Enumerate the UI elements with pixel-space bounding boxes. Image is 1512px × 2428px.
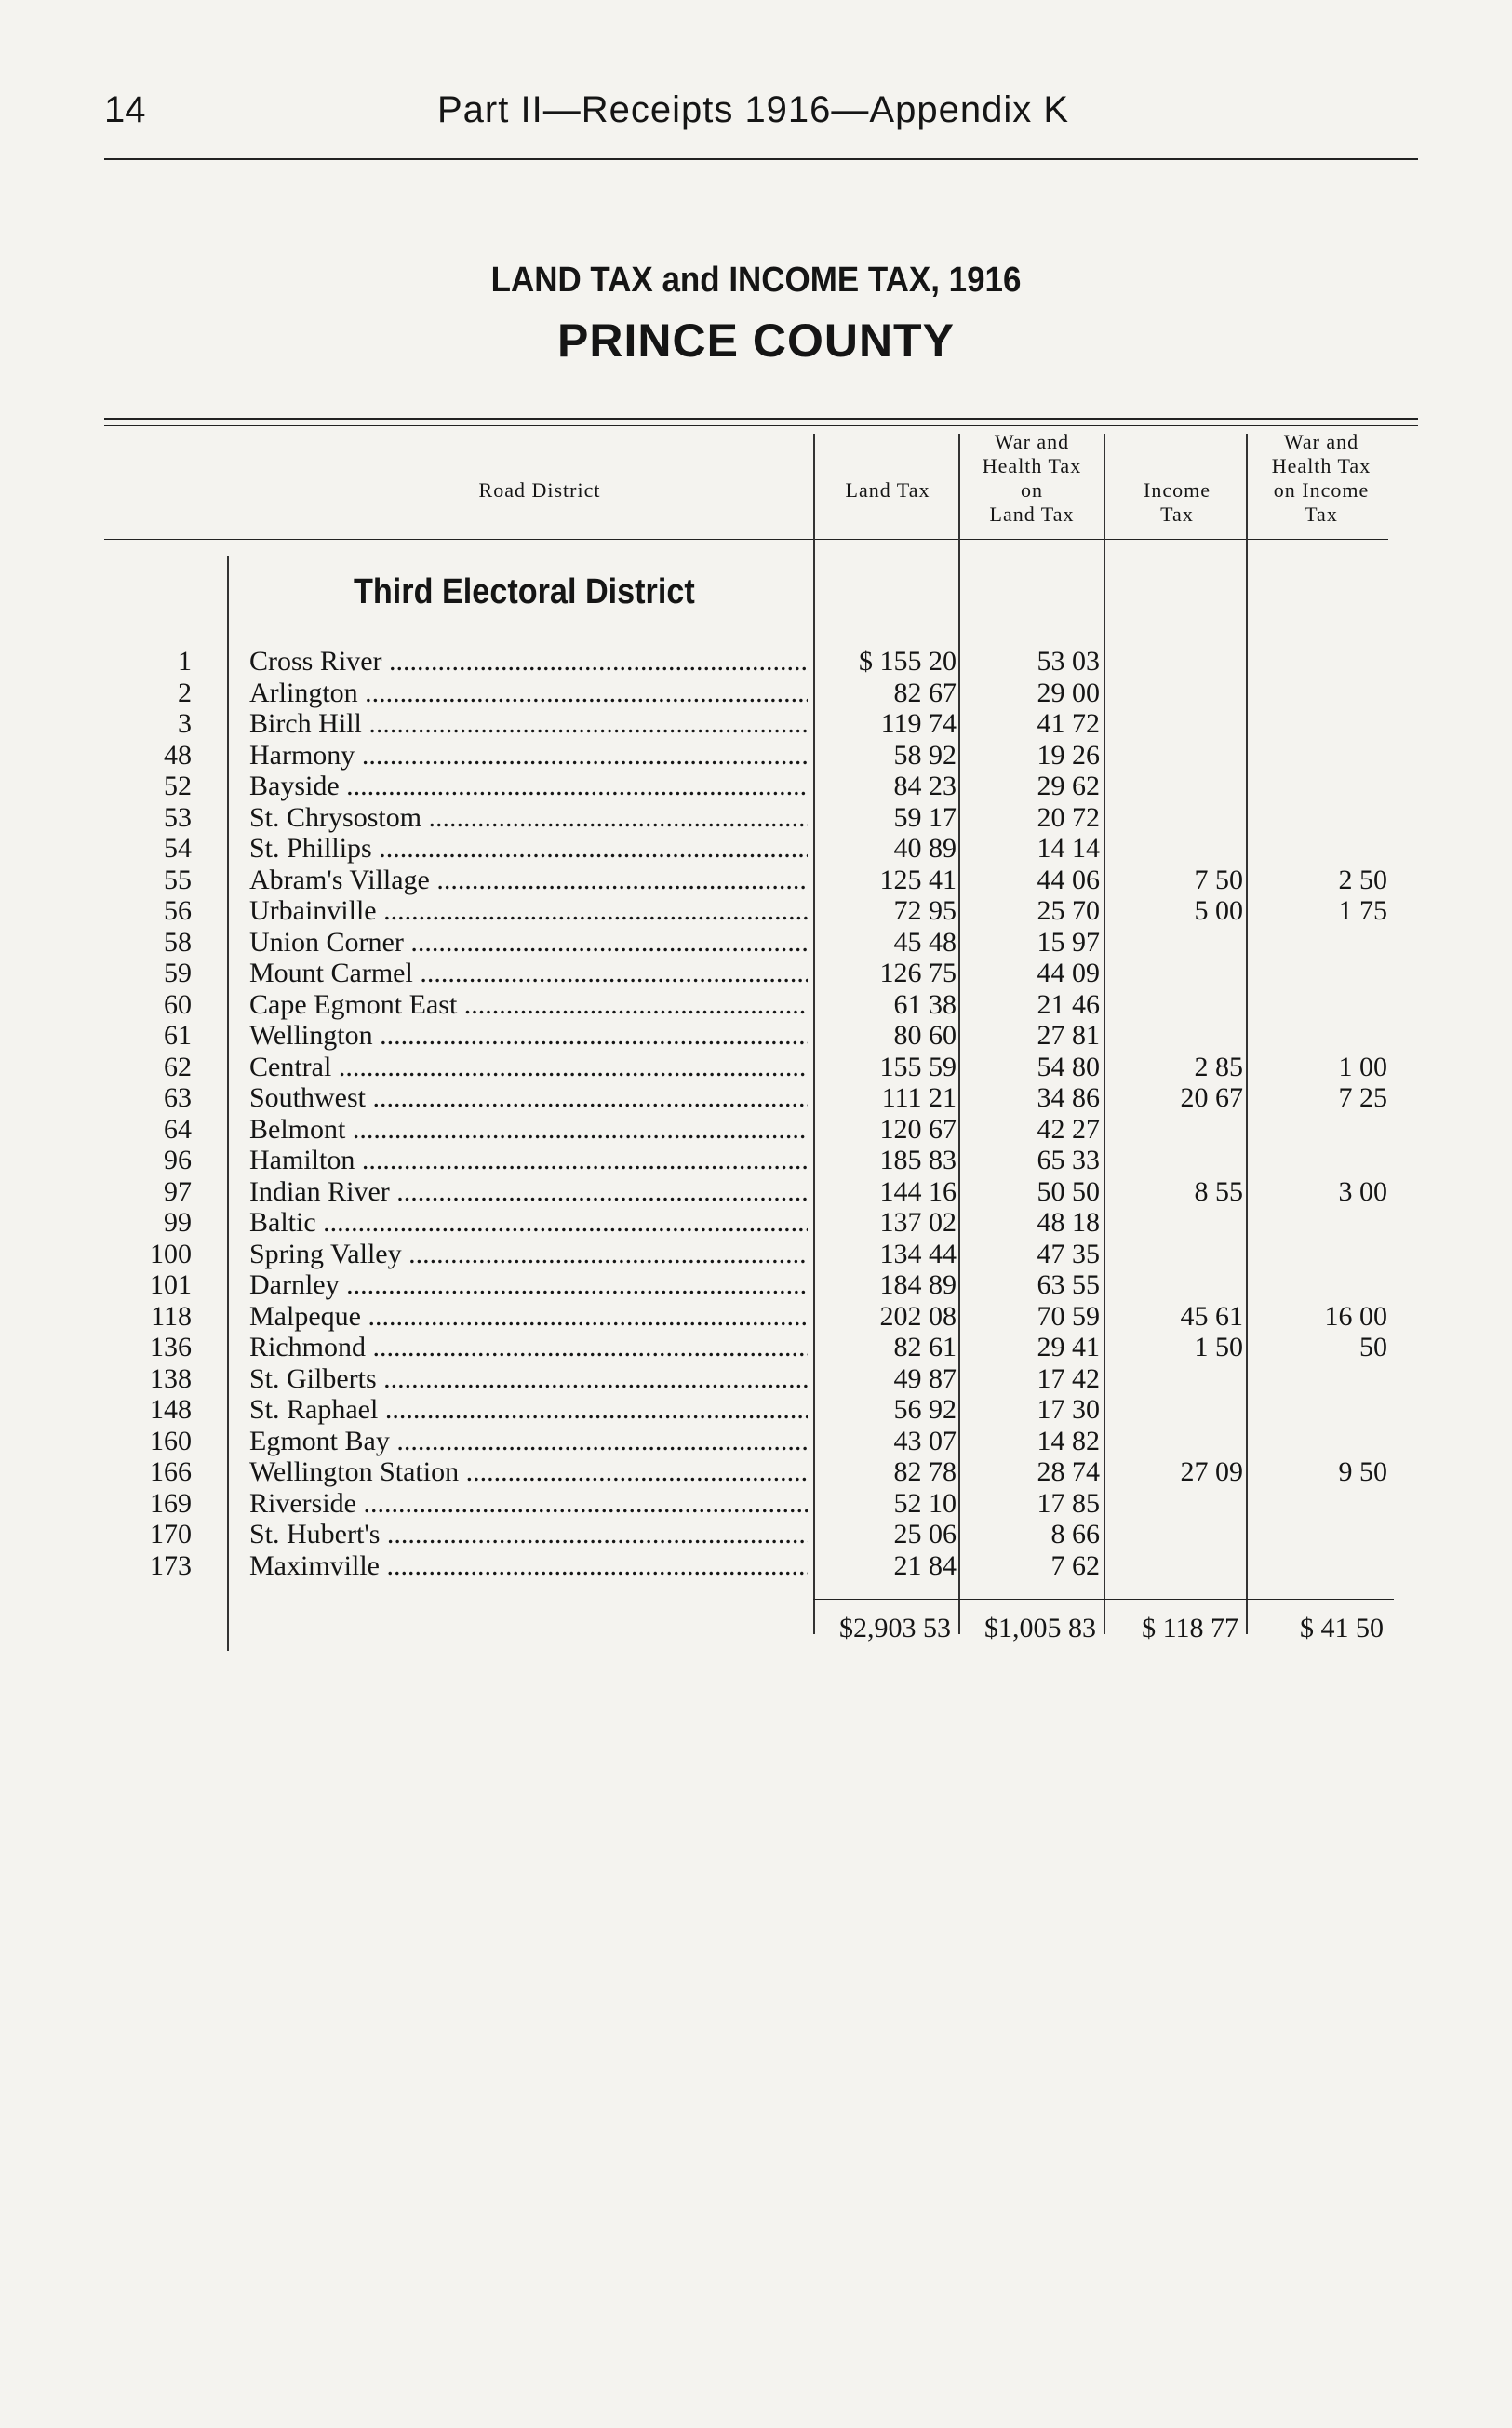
running-title: Part II—Receipts 1916—Appendix K xyxy=(437,89,1070,130)
row-number: 173 xyxy=(150,1549,192,1581)
column-divider xyxy=(1104,434,1105,1634)
row-number: 63 xyxy=(164,1082,192,1113)
total-land-tax: $2,903 53 xyxy=(839,1613,951,1643)
income-tax-value: 5 00 xyxy=(1194,895,1243,926)
table-top-rule-1 xyxy=(104,418,1418,420)
road-district-name: Cape Egmont East ..... xyxy=(249,989,808,1021)
war-health-land-value: 29 41 xyxy=(1037,1332,1100,1362)
income-tax-value: 45 61 xyxy=(1180,1300,1243,1332)
war-health-land-value: 47 35 xyxy=(1037,1238,1100,1269)
war-health-income-value: 1 75 xyxy=(1338,895,1387,926)
income-tax-value: 27 09 xyxy=(1180,1456,1243,1487)
total-rule xyxy=(813,1599,1394,1600)
row-number: 48 xyxy=(164,739,192,771)
row-number: 99 xyxy=(164,1207,192,1238)
land-tax-value: 144 16 xyxy=(879,1175,957,1207)
war-health-land-value: 34 86 xyxy=(1037,1082,1100,1113)
land-tax-value: 184 89 xyxy=(879,1269,957,1300)
land-tax-value: 84 23 xyxy=(893,771,957,801)
header-income-tax xyxy=(1107,478,1247,527)
row-number: 54 xyxy=(164,833,192,864)
road-district-name: Wellington ..... xyxy=(249,1020,808,1052)
row-number: 55 xyxy=(164,864,192,895)
land-tax-value: 82 61 xyxy=(893,1332,957,1362)
war-health-land-value: 21 46 xyxy=(1037,988,1100,1020)
header-war-health-land-line: Health Tax xyxy=(982,454,1082,477)
land-tax-value: 52 10 xyxy=(893,1487,957,1519)
income-tax-value: 2 85 xyxy=(1194,1051,1243,1082)
war-health-land-value: 14 82 xyxy=(1037,1425,1100,1456)
war-health-income-value: 9 50 xyxy=(1338,1456,1387,1487)
road-district-name: St. Chrysostom ..... xyxy=(249,802,808,834)
income-tax-value: 20 67 xyxy=(1180,1082,1243,1113)
row-number: 52 xyxy=(164,771,192,801)
war-health-income-value: 16 00 xyxy=(1324,1300,1387,1332)
war-health-land-value: 29 62 xyxy=(1037,771,1100,801)
war-health-land-value: 70 59 xyxy=(1037,1300,1100,1332)
land-tax-value: 134 44 xyxy=(879,1238,957,1269)
war-health-income-value: 3 00 xyxy=(1338,1175,1387,1207)
road-district-name: St. Phillips ..... xyxy=(249,833,808,865)
road-district-name: Central ..... xyxy=(249,1052,808,1083)
road-district-name: Wellington Station ..... xyxy=(249,1456,808,1488)
war-health-land-value: 53 03 xyxy=(1037,646,1100,677)
total-income-tax: $ 118 77 xyxy=(1142,1613,1238,1643)
row-number: 64 xyxy=(164,1113,192,1145)
header-income-tax-line: Income xyxy=(1144,478,1211,502)
county-title: PRINCE COUNTY xyxy=(557,315,955,367)
row-number: 61 xyxy=(164,1020,192,1051)
war-health-land-value: 54 80 xyxy=(1037,1051,1100,1082)
land-tax-value: 56 92 xyxy=(893,1394,957,1425)
row-number: 2 xyxy=(178,677,192,708)
header-rule-1 xyxy=(104,158,1418,160)
road-district-name: Birch Hill ..... xyxy=(249,708,808,740)
land-tax-value: 80 60 xyxy=(893,1020,957,1051)
road-district-name: Southwest ..... xyxy=(249,1082,808,1114)
road-district-name: Malpeque ..... xyxy=(249,1301,808,1333)
header-war-health-land xyxy=(960,430,1104,527)
war-health-income-value: 1 00 xyxy=(1338,1051,1387,1082)
land-tax-value: 119 74 xyxy=(880,708,957,739)
row-number: 53 xyxy=(164,801,192,833)
road-district-name: Richmond ..... xyxy=(249,1332,808,1363)
income-tax-value: 1 50 xyxy=(1194,1332,1243,1362)
war-health-land-value: 19 26 xyxy=(1037,739,1100,771)
land-tax-value: 21 84 xyxy=(893,1549,957,1581)
land-tax-value: 111 21 xyxy=(881,1082,957,1113)
war-health-land-value: 48 18 xyxy=(1037,1207,1100,1238)
row-number: 138 xyxy=(150,1362,192,1394)
row-number: 96 xyxy=(164,1145,192,1175)
road-district-name: Urbainville ..... xyxy=(249,895,808,927)
total-war-health-land: $1,005 83 xyxy=(984,1613,1096,1643)
road-district-name: Union Corner ..... xyxy=(249,927,808,959)
road-district-name: Cross River ..... xyxy=(249,646,808,677)
road-district-name: Riverside ..... xyxy=(249,1488,808,1520)
row-number: 136 xyxy=(150,1332,192,1362)
row-number: 166 xyxy=(150,1456,192,1487)
header-war-health-income-line: on Income xyxy=(1273,478,1370,502)
war-health-land-value: 17 85 xyxy=(1037,1487,1100,1519)
war-health-land-value: 41 72 xyxy=(1037,708,1100,739)
income-tax-value: 8 55 xyxy=(1194,1175,1243,1207)
war-health-income-value: 7 25 xyxy=(1338,1082,1387,1113)
road-district-name: Abram's Village ..... xyxy=(249,865,808,896)
row-number: 60 xyxy=(164,988,192,1020)
header-road-district: Road District xyxy=(478,478,601,502)
row-number: 160 xyxy=(150,1425,192,1456)
land-tax-value: 202 08 xyxy=(879,1300,957,1332)
row-number: 169 xyxy=(150,1487,192,1519)
road-district-name: Baltic ..... xyxy=(249,1207,808,1239)
road-district-name: St. Gilberts ..... xyxy=(249,1363,808,1395)
war-health-income-value: 50 xyxy=(1359,1332,1387,1362)
land-tax-value: 72 95 xyxy=(893,895,957,926)
land-tax-value: 49 87 xyxy=(893,1362,957,1394)
war-health-land-value: 20 72 xyxy=(1037,801,1100,833)
header-war-health-income-line: Health Tax xyxy=(1271,454,1372,477)
war-health-land-value: 17 42 xyxy=(1037,1362,1100,1394)
row-number: 118 xyxy=(151,1300,192,1332)
war-health-land-value: 42 27 xyxy=(1037,1113,1100,1145)
road-district-name: Mount Carmel ..... xyxy=(249,958,808,989)
road-district-name: Spring Valley ..... xyxy=(249,1239,808,1270)
row-number: 56 xyxy=(164,895,192,926)
road-district-name: Arlington ..... xyxy=(249,677,808,709)
road-district-name: Belmont ..... xyxy=(249,1114,808,1146)
land-tax-value: 61 38 xyxy=(893,988,957,1020)
header-war-health-land-line: Land Tax xyxy=(989,503,1075,526)
header-war-health-income-line: Tax xyxy=(1305,503,1338,526)
header-war-health-income xyxy=(1247,430,1396,527)
war-health-land-value: 17 30 xyxy=(1037,1394,1100,1425)
land-tax-value: 126 75 xyxy=(879,958,957,988)
war-health-land-value: 27 81 xyxy=(1037,1020,1100,1051)
land-tax-value: $ 155 20 xyxy=(859,646,957,677)
war-health-income-value: 2 50 xyxy=(1338,864,1387,895)
header-income-tax-line: Tax xyxy=(1160,503,1194,526)
land-tax-value: 58 92 xyxy=(893,739,957,771)
road-district-name: St. Hubert's ..... xyxy=(249,1519,808,1550)
road-district-name: Bayside ..... xyxy=(249,771,808,802)
road-district-name: Hamilton ..... xyxy=(249,1145,808,1176)
row-number: 1 xyxy=(178,646,192,677)
land-tax-value: 82 67 xyxy=(893,677,957,708)
land-tax-value: 45 48 xyxy=(893,926,957,958)
row-number: 62 xyxy=(164,1051,192,1082)
land-tax-value: 59 17 xyxy=(893,801,957,833)
row-number: 100 xyxy=(150,1238,192,1269)
row-number: 101 xyxy=(150,1269,192,1300)
row-number: 170 xyxy=(150,1519,192,1549)
column-divider xyxy=(1246,434,1248,1634)
road-district-name: Harmony ..... xyxy=(249,740,808,771)
war-health-land-value: 7 62 xyxy=(1050,1549,1100,1581)
road-district-name: Egmont Bay ..... xyxy=(249,1426,808,1457)
land-tax-value: 137 02 xyxy=(879,1207,957,1238)
income-tax-value: 7 50 xyxy=(1194,864,1243,895)
column-divider xyxy=(227,556,229,1651)
war-health-land-value: 29 00 xyxy=(1037,677,1100,708)
road-district-name: Maximville ..... xyxy=(249,1550,808,1582)
row-number: 97 xyxy=(164,1175,192,1207)
page-number: 14 xyxy=(104,89,146,130)
war-health-land-value: 25 70 xyxy=(1037,895,1100,926)
land-tax-value: 155 59 xyxy=(879,1051,957,1082)
table-title: LAND TAX and INCOME TAX, 1916 xyxy=(490,261,1022,300)
row-number: 59 xyxy=(164,958,192,988)
section-title: Third Electoral District xyxy=(354,572,695,611)
land-tax-value: 40 89 xyxy=(893,833,957,864)
land-tax-value: 125 41 xyxy=(879,864,957,895)
header-land-tax: Land Tax xyxy=(845,478,930,502)
land-tax-value: 120 67 xyxy=(879,1113,957,1145)
land-tax-value: 25 06 xyxy=(893,1519,957,1549)
row-number: 148 xyxy=(150,1394,192,1425)
land-tax-value: 82 78 xyxy=(893,1456,957,1487)
war-health-land-value: 14 14 xyxy=(1037,833,1100,864)
road-district-name: Indian River ..... xyxy=(249,1176,808,1208)
row-number: 58 xyxy=(164,926,192,958)
war-health-land-value: 44 06 xyxy=(1037,864,1100,895)
total-war-health-income: $ 41 50 xyxy=(1300,1613,1384,1643)
land-tax-value: 43 07 xyxy=(893,1425,957,1456)
war-health-land-value: 28 74 xyxy=(1037,1456,1100,1487)
header-war-health-income-line: War and xyxy=(1283,430,1359,453)
war-health-land-value: 50 50 xyxy=(1037,1175,1100,1207)
war-health-land-value: 44 09 xyxy=(1037,958,1100,988)
war-health-land-value: 8 66 xyxy=(1050,1519,1100,1549)
row-number: 3 xyxy=(178,708,192,739)
road-district-name: Darnley ..... xyxy=(249,1269,808,1301)
war-health-land-value: 65 33 xyxy=(1037,1145,1100,1175)
road-district-name: St. Raphael ..... xyxy=(249,1394,808,1426)
war-health-land-value: 63 55 xyxy=(1037,1269,1100,1300)
header-war-health-land-line: on xyxy=(1021,478,1043,502)
war-health-land-value: 15 97 xyxy=(1037,926,1100,958)
land-tax-value: 185 83 xyxy=(879,1145,957,1175)
table-top-rule-2 xyxy=(104,425,1418,426)
header-bottom-rule xyxy=(104,539,1388,540)
header-war-health-land-line: War and xyxy=(994,430,1070,453)
